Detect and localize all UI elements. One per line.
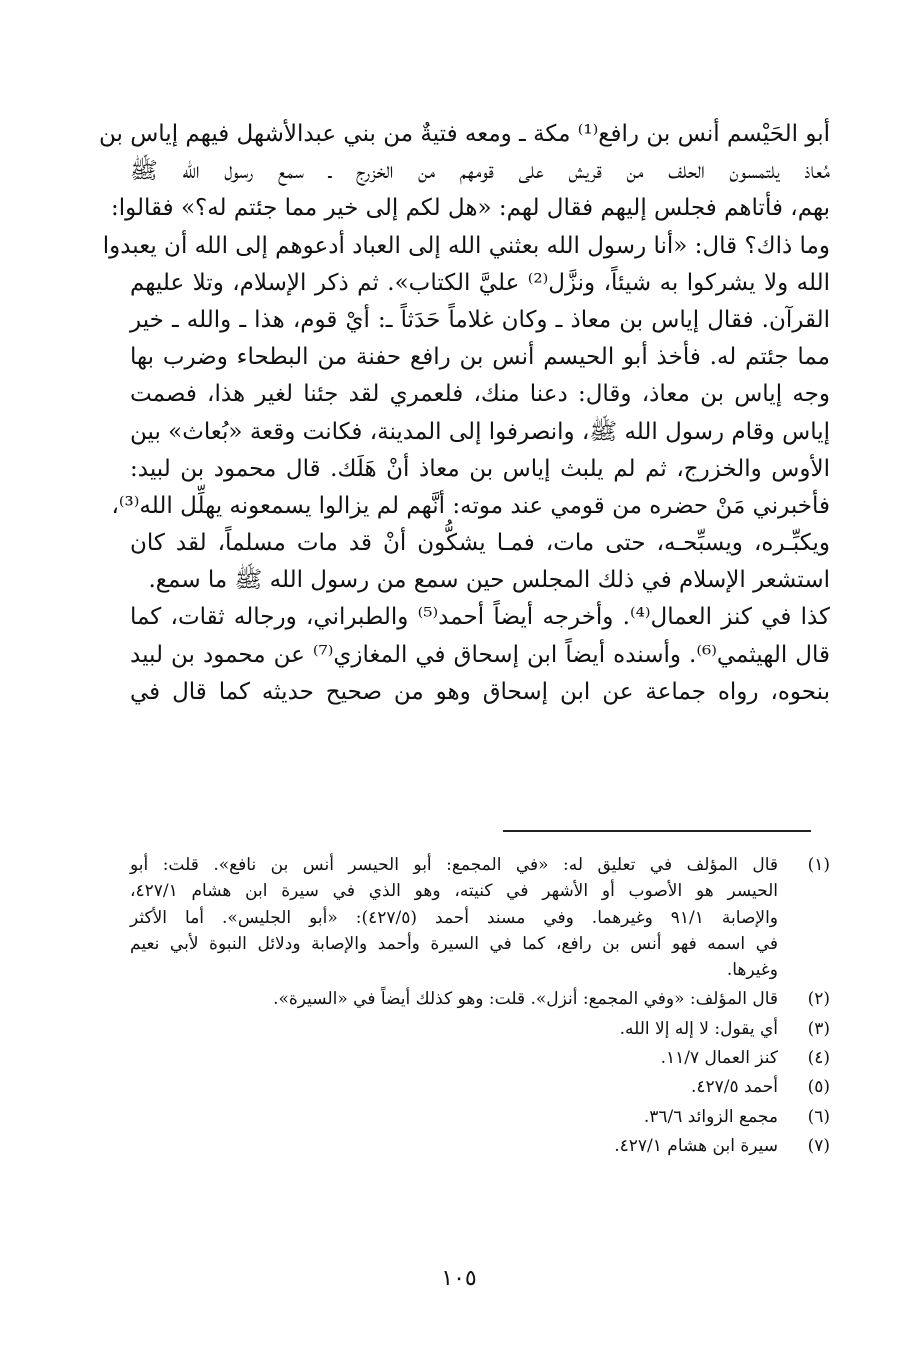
footnote-line: قال المؤلف في تعليق له: «في المجمع: أبو الحيسر أنس بن نافع». قلت: أبو <box>130 855 778 875</box>
text-line: استشعر الإسلام في ذلك المجلس حين سمع من رسول الله ﷺ ما سمع. <box>148 567 830 594</box>
text-line: ويكبِّـره، ويسبِّحـه، حتى مات، فمـا يشكُّون أنْ قد مات مسلماً، لقد كان <box>130 530 830 557</box>
footnote-line: في اسمه فهو أنس بن رافع، كما في السيرة وأحمد والإصابة ودلائل النبوة لأبي نعيم <box>130 933 778 954</box>
text-line: قال الهيثمي⁽⁶⁾. وأسنده أيضاً ابن إسحاق في المغازي⁽⁷⁾ عن محمود بن لبيد <box>130 641 830 668</box>
footnote-line: أحمد ٤٢٧/٥. <box>690 1077 778 1098</box>
footnotes <box>130 852 830 1159</box>
footnote-2 <box>130 986 830 1012</box>
footnote-6 <box>130 1104 830 1130</box>
text-line: مُعاذ يلتمسون الحلف من قريش على قومهم من الخزرج ـ سمع رسول الله ﷺ <box>130 158 830 185</box>
footnote-line: مجمع الزوائد ٣٦/٦. <box>643 1106 778 1127</box>
footnote-text <box>130 1104 778 1130</box>
footnote-text <box>130 1045 778 1071</box>
text-line: وما ذاك؟ قال: «أنا رسول الله بعثني الله إلى العباد أدعوهم إلى الله أن يعبدوا <box>102 232 830 259</box>
footnote-number: (٧) <box>807 1135 830 1156</box>
text-line: بنحوه، رواه جماعة عن ابن إسحاق وهو من صحيح حديثه كما قال في <box>130 678 830 705</box>
footnote-number: (٢) <box>807 989 830 1010</box>
footnote-line: كنز العمال ١١/٧. <box>660 1048 778 1069</box>
text-line: أبو الحَيْسم أنس بن رافع⁽¹⁾ مكة ـ ومعه فتيةٌ من بني عبدالأشهل فيهم إياس بن <box>99 121 830 147</box>
footnote-line: وغيرها. <box>726 960 778 981</box>
footnote-line: أي يقول: لا إله إلا الله. <box>619 1018 778 1039</box>
footnote-number: (١) <box>807 855 830 875</box>
footnote-text <box>130 1074 778 1100</box>
footnote-4 <box>130 1045 830 1071</box>
footnote-line: الحيسر هو الأصوب أو الأشهر في كنيته، وهو الذي في سيرة ابن هشام ٤٢٧/١، <box>130 881 778 902</box>
footnote-text <box>130 852 778 983</box>
footnote-separator <box>503 830 811 832</box>
footnote-number: (٦) <box>807 1106 830 1127</box>
text-line: الله ولا يشركوا به شيئاً، ونزَّل⁽²⁾ عليَّ الكتاب». ثم ذكر الإسلام، وتلا عليهم <box>130 269 830 296</box>
footnote-text <box>130 986 778 1012</box>
main-text <box>99 116 831 711</box>
footnote-3 <box>130 1016 830 1042</box>
text-line: القرآن. فقال إياس بن معاذ ـ وكان غلاماً حَدَثاً ـ: أيْ قوم، هذا ـ والله ـ خير <box>130 306 830 333</box>
text-line: بهم، فأتاهم فجلس إليهم فقال لهم: «هل لكم إلى خير مما جئتم له؟» فقالوا: <box>110 195 830 222</box>
footnote-text <box>130 1016 778 1042</box>
footnote-number: (٣) <box>807 1018 830 1039</box>
footnote-number: (٤) <box>807 1048 830 1069</box>
text-line: فأخبرني مَنْ حضره من قومي عند موته: أنَّهم لم يزالوا يسمعونه يهلِّل الله⁽³⁾، <box>111 492 830 519</box>
text-line: مما جئتم له. فأخذ أبو الحيسم أنس بن رافع حفنة من البطحاء وضرب بها <box>130 344 830 371</box>
footnote-number: (٥) <box>807 1077 830 1098</box>
footnote-7 <box>130 1133 830 1159</box>
footnote-1 <box>130 852 830 983</box>
text-line: وجه إياس بن معاذ، وقال: دعنا منك، فلعمري لقد جئنا لغير هذا، فصمت <box>130 381 830 408</box>
text-line: إياس وقام رسول الله ﷺ، وانصرفوا إلى المدينة، فكانت وقعة «بُعاث» بين <box>130 418 830 445</box>
text-line: كذا في كنز العمال⁽⁴⁾. وأخرجه أيضاً أحمد⁽⁵⁾ والطبراني، ورجاله ثقات، كما <box>130 604 831 631</box>
footnote-line: والإصابة ٩١/١ وغيرهما. وفي مسند أحمد (٤٢٧/٥): «أبو الجليس». أما الأكثر <box>130 907 779 928</box>
text-line: الأوس والخزرج، ثم لم يلبث إياس بن معاذ أنْ هَلَك. قال محمود بن لبيد: <box>130 455 830 482</box>
footnote-5 <box>130 1074 830 1100</box>
footnote-text <box>130 1133 778 1159</box>
footnote-line: سيرة ابن هشام ٤٢٧/١. <box>614 1135 778 1156</box>
page-number: ١٠٥ <box>441 1266 477 1291</box>
footnote-line: قال المؤلف: «وفي المجمع: أنزل». قلت: وهو كذلك أيضاً في «السيرة». <box>273 989 778 1010</box>
